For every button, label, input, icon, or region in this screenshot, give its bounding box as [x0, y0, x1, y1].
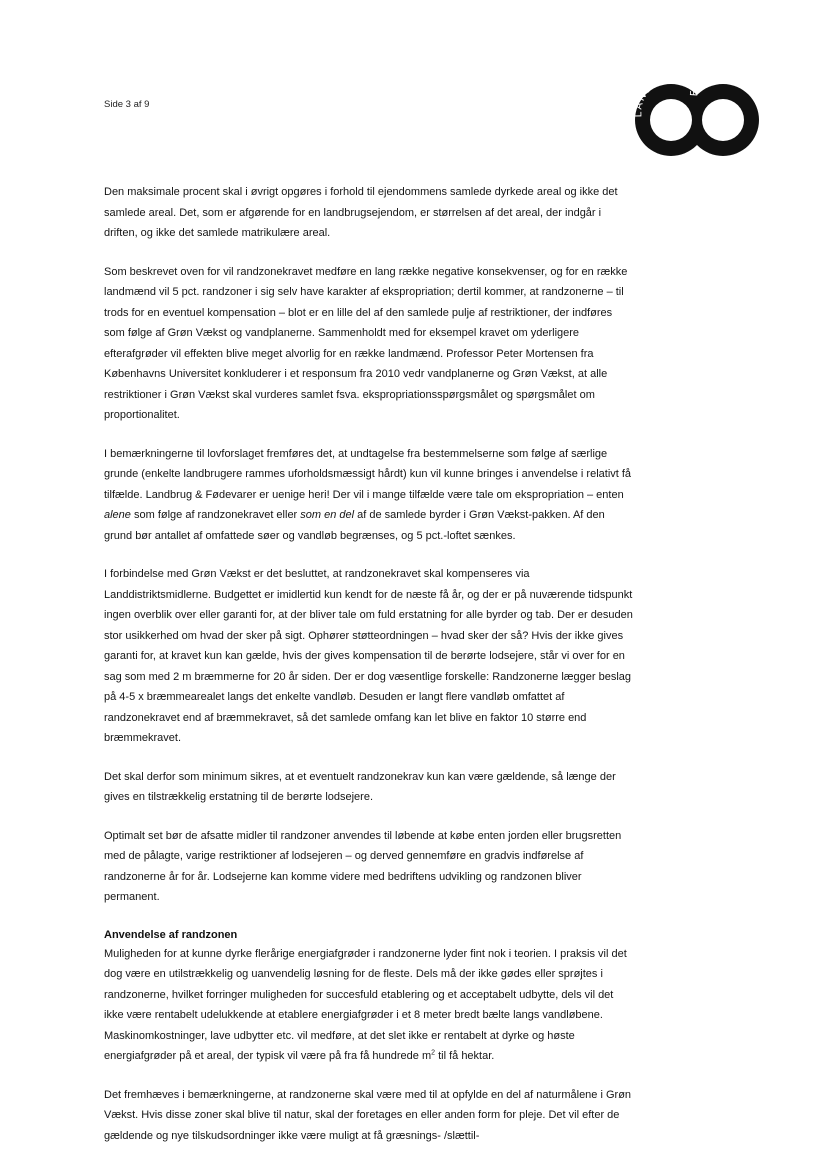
paragraph-3-part-c: af de samlede byrder i Grøn Vækst-pakken. Af den grund bør antallet af omfattede søer og vandløb begrænses, og 5 pct.-loftet sænkes. — [104, 509, 605, 542]
svg-text:LANDBRUG: LANDB — [633, 80, 663, 118]
paragraph-3-part-b: som følge af randzonekravet eller — [130, 509, 301, 521]
page-number: Side 3 af 9 — [104, 99, 150, 110]
section-heading: Anvendelse af randzonen — [104, 928, 238, 941]
paragraph-3 — [104, 444, 634, 547]
emphasis-som-en-del: som en del — [300, 509, 355, 521]
svg-text:FØDEVARER: FØ — [689, 80, 704, 97]
paragraph-7-part-b: til få hektar. — [435, 1050, 495, 1062]
landbrug-foedevarer-logo-icon — [630, 80, 764, 160]
paragraph-2: Som beskrevet oven for vil randzonekravet medføre en lang række negative konsekvenser, og for en række landmænd vil 5 pct. randzoner i sig selv have karakter af ekspropriation; dertil kommer, at randzonerne – til trods for en eventuel kompensation – blot er en lille del af den samlede pulje af restriktioner, der indføres som følge af Grøn Vækst og vandplanerne. Sammenholdt med for eksempel kravet om yderligere efterafgrøder vil effekten blive meget alvorlig for en række landmænd. Professor Peter Mortensen fra Københavns Universitet konkluderer i et responsum fra 2010 vedr vandplanerne og Grøn Vækst, at alle restriktioner i Grøn Vækst skal vurderes samlet fsva. ekspropriationsspørgsmålet og spørgsmålet om proportionalitet. — [104, 265, 628, 421]
paragraph-8: Det fremhæves i bemærkningerne, at randzonerne skal være med til at opfylde en del af naturmålene i Grøn Vækst. Hvis disse zoner skal blive til natur, skal der foretages en eller anden form for pleje. Det vil efter de gældende og nye tilskudsordninger ikke være muligt at få græsnings- /slættil- — [104, 1088, 632, 1142]
superscript-2: 2 — [431, 1049, 436, 1057]
paragraph-3-part-a: I bemærkningerne til lovforslaget fremføres det, at undtagelse fra bestemmelserne som følge af særlige grunde (enkelte landbrugere rammes uforholdsmæssigt hårdt) kun vil kunne bringes i anvendelse i relativt få tilfælde. Landbrug & Fødevarer er uenige heri! Der vil i mange tilfælde være tale om ekspropriation – enten — [104, 447, 632, 501]
paragraph-5: Det skal derfor som minimum sikres, at et eventuelt randzonekrav kun kan være gældende, så længe der gives en tilstrækkelig erstatning til de berørte lodsejere. — [104, 770, 616, 803]
paragraph-7-part-a: Muligheden for at kunne dyrke flerårige energiafgrøder i randzonerne lyder fint nok i teorien. I praksis vil det dog være en utilstrækkelig og uanvendelig løsning for de fleste. Dels må der ikke gødes eller sprøjtes i randzonerne, hvilket forringer muligheden for succesfuld etablering og et acceptabelt udbytte, dels vil det ikke være rentabelt udelukkende at etablere energiafgrøder i et 8 meter bredt bælte langs vandløbene. Maskinomkostninger, lave udbytter etc. vil medføre, at det slet ikke er rentabelt at dyrke og høste energiafgrøder på et areal, der typisk vil være på fra få hundrede m — [104, 947, 627, 1062]
paragraph-4: I forbindelse med Grøn Vækst er det besluttet, at randzonekravet skal kompenseres via Landdistriktsmidlerne. Budgettet er imidlertid kun kendt for de næste få år, og der er på nuværende tidspunkt ingen overblik over eller garanti for, at der bliver tale om fuld erstatning for alle byrder og tab. Der er desuden stor usikkerhed om hvad der sker på sigt. Ophører støtteordningen – hvad sker der så? Hvis der ikke gives garanti for, at kravet kun kan gælde, hvis der gives kompensation til de berørte lodsejere, står vi over for en sag som med 2 m bræmmerne for 20 år siden. Der er dog væsentlige forskelle: Randzonerne lægger beslag på 4-5 x bræmmearealet langs det enkelte vandløb. Desuden er langt flere vandløb omfattet af randzonekravet end af bræmmekravet, så det samlede omfang kan let blive en faktor 10 større end bræmmekravet. — [104, 568, 633, 744]
paragraph-7 — [104, 944, 634, 1067]
paragraph-1: Den maksimale procent skal i øvrigt opgøres i forhold til ejendommens samlede dyrkede areal og ikke det samlede areal. Det, som er afgørende for en landbrugsejendom, er størrelsen af det areal, der indgår i driften, og ikke det samlede matrikulære areal. — [104, 186, 618, 239]
emphasis-alene: alene — [104, 509, 131, 521]
logo-svg — [630, 80, 764, 160]
paragraph-6: Optimalt set bør de afsatte midler til randzoner anvendes til løbende at købe enten jorden eller brugsretten med de pålagte, varige restriktioner af lodsejeren – og derved gennemføre en gradvis indførelse af randzonerne år for år. Lodsejerne kan komme videre med bedriftens udvikling og randzonen bliver permanent. — [104, 829, 622, 903]
body-text — [104, 182, 634, 1164]
